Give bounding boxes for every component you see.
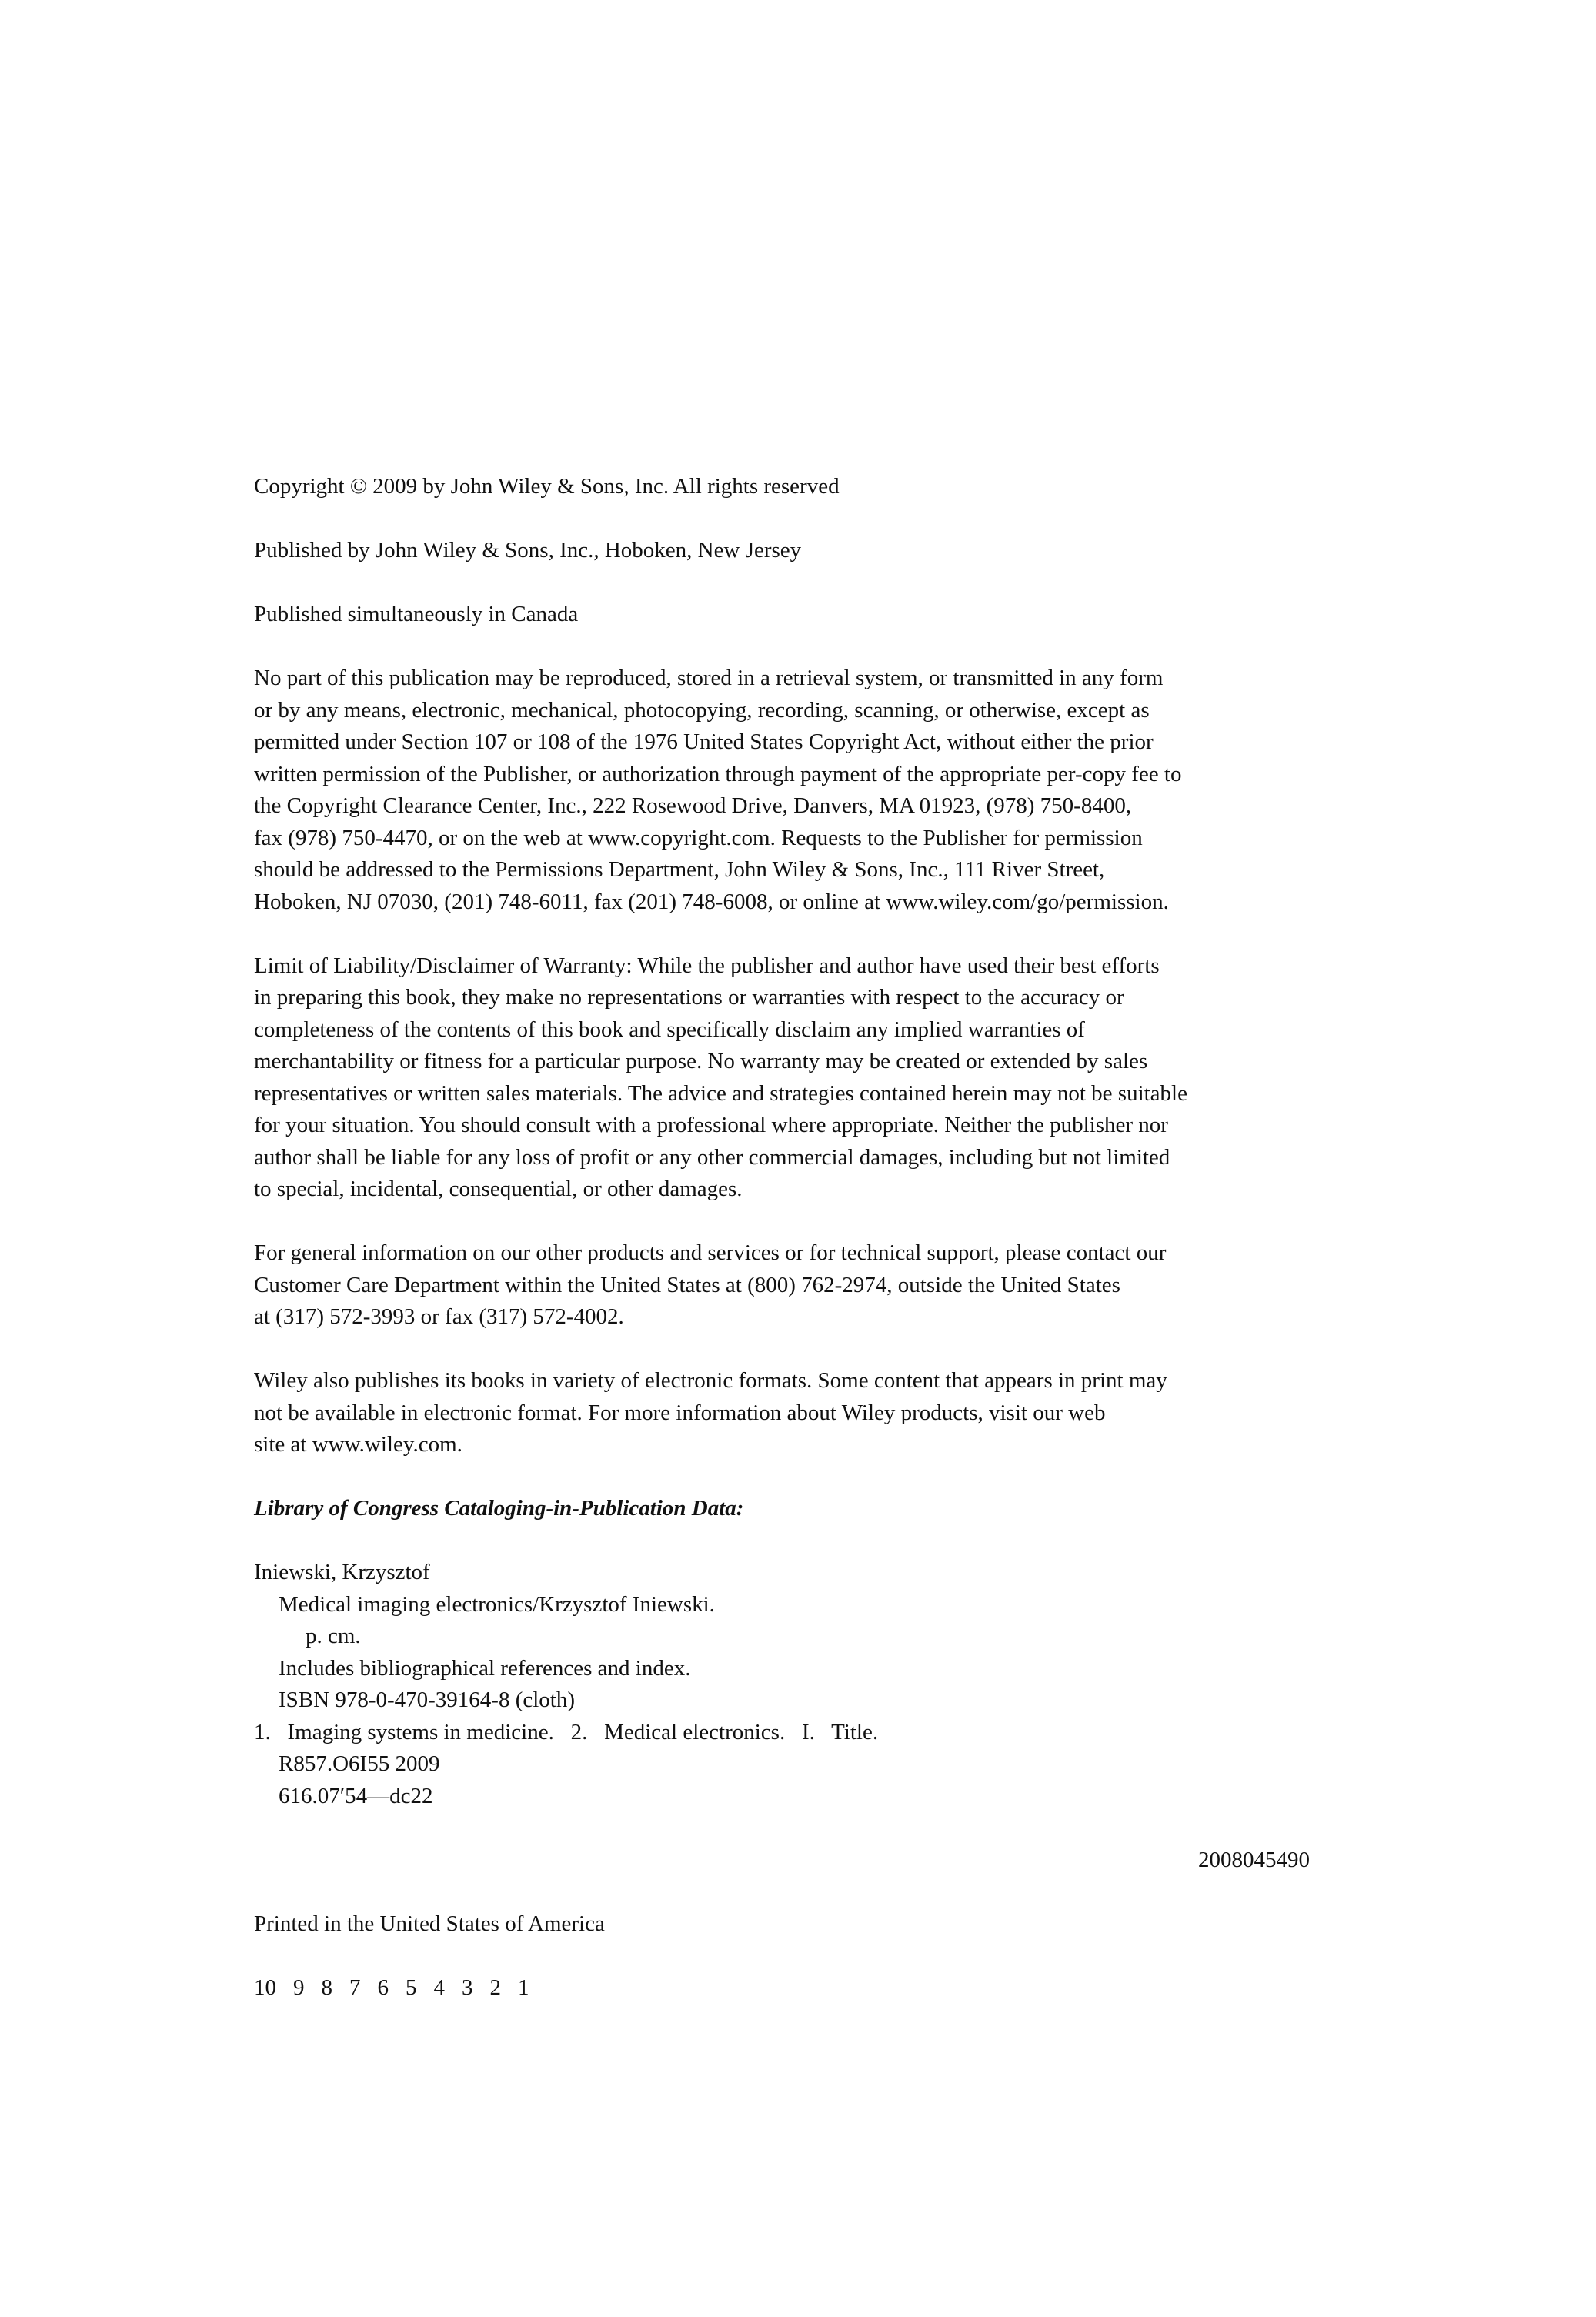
liability-paragraph	[254, 950, 1347, 1206]
liability-line: to special, incidental, consequential, or other damages.	[254, 1177, 743, 1201]
printing-number: 9	[293, 1975, 305, 2000]
canada-line: Published simultaneously in Canada	[254, 602, 579, 626]
permissions-line: the Copyright Clearance Center, Inc., 222 Rosewood Drive, Danvers, MA 01923, (978) 750-8400,	[254, 793, 1132, 818]
printing-line	[254, 1972, 1347, 2005]
cip-includes: Includes bibliographical references and index.	[279, 1655, 691, 1681]
support-paragraph	[254, 1237, 1347, 1334]
printing-number: 2	[489, 1975, 501, 2000]
permissions-line: Hoboken, NJ 07030, (201) 748-6011, fax (201) 748-6008, or online at www.wiley.com/go/permission.	[254, 889, 1169, 914]
electronic-line: Wiley also publishes its books in variety of electronic formats. Some content that appears in print may	[254, 1368, 1167, 1393]
cip-author: Iniewski, Krzysztof	[254, 1560, 430, 1584]
copyright-notice: Copyright © 2009 by John Wiley & Sons, Inc. All rights reserved	[254, 474, 840, 499]
printing-number: 10	[254, 1975, 276, 2000]
liability-line: author shall be liable for any loss of profit or any other commercial damages, including but not limited	[254, 1144, 1170, 1170]
printing-number: 1	[518, 1975, 529, 2000]
cip-subjects: 1. Imaging systems in medicine. 2. Medical electronics. I. Title.	[254, 1719, 879, 1744]
liability-line: in preparing this book, they make no representations or warranties with respect to the accuracy or	[254, 985, 1124, 1010]
electronic-line: site at www.wiley.com.	[254, 1432, 462, 1457]
cip-title: Medical imaging electronics/Krzysztof Iniewski.	[279, 1591, 715, 1617]
support-line: at (317) 572-3993 or fax (317) 572-4002.	[254, 1304, 624, 1329]
permissions-line: No part of this publication may be reproduced, stored in a retrieval system, or transmitted in any form	[254, 666, 1164, 690]
liability-line: for your situation. You should consult with a professional where appropriate. Neither the publisher nor	[254, 1113, 1168, 1137]
support-line: Customer Care Department within the United States at (800) 762-2974, outside the United States	[254, 1272, 1120, 1297]
cip-lc-class: R857.O6I55 2009	[279, 1751, 440, 1776]
printing-number: 6	[377, 1975, 389, 2000]
cip-lccn: 2008045490	[1198, 1847, 1310, 1872]
publisher-line: Published by John Wiley & Sons, Inc., Hoboken, New Jersey	[254, 538, 802, 563]
permissions-line: fax (978) 750-4470, or on the web at www.copyright.com. Requests to the Publisher for permission	[254, 825, 1143, 850]
printing-number: 5	[406, 1975, 417, 2000]
liability-line: Limit of Liability/Disclaimer of Warranty: While the publisher and author have used their best efforts	[254, 953, 1160, 978]
cip-heading: Library of Congress Cataloging-in-Publication Data:	[254, 1496, 744, 1521]
support-line: For general information on our other products and services or for technical support, please contact our	[254, 1240, 1167, 1265]
permissions-paragraph	[254, 663, 1347, 918]
liability-line: completeness of the contents of this book and specifically disclaim any implied warranties of	[254, 1017, 1085, 1042]
permissions-line: written permission of the Publisher, or authorization through payment of the appropriate per-copy fee to	[254, 761, 1182, 786]
liability-line: merchantability or fitness for a particular purpose. No warranty may be created or extended by sales	[254, 1049, 1148, 1073]
printing-number: 7	[349, 1975, 361, 2000]
electronic-line: not be available in electronic format. For more information about Wiley products, visit our web	[254, 1400, 1106, 1425]
permissions-line: should be addressed to the Permissions Department, John Wiley & Sons, Inc., 111 River Street,	[254, 857, 1105, 882]
liability-line: representatives or written sales materials. The advice and strategies contained herein may not be suitable	[254, 1080, 1187, 1106]
permissions-line: permitted under Section 107 or 108 of the 1976 United States Copyright Act, without either the prior	[254, 729, 1154, 754]
printing-number: 8	[321, 1975, 332, 2000]
copyright-page	[254, 471, 1347, 2004]
permissions-line: or by any means, electronic, mechanical, photocopying, recording, scanning, or otherwise, except as	[254, 697, 1150, 723]
cip-pcm: p. cm.	[306, 1624, 361, 1648]
printed-in: Printed in the United States of America	[254, 1911, 605, 1936]
printing-number: 3	[462, 1975, 473, 2000]
electronic-formats-paragraph	[254, 1365, 1347, 1461]
cip-dewey: 616.07′54—dc22	[279, 1783, 433, 1808]
cip-isbn: ISBN 978-0-470-39164-8 (cloth)	[279, 1688, 576, 1712]
cip-record	[254, 1557, 1347, 1876]
printing-number: 4	[433, 1975, 445, 2000]
